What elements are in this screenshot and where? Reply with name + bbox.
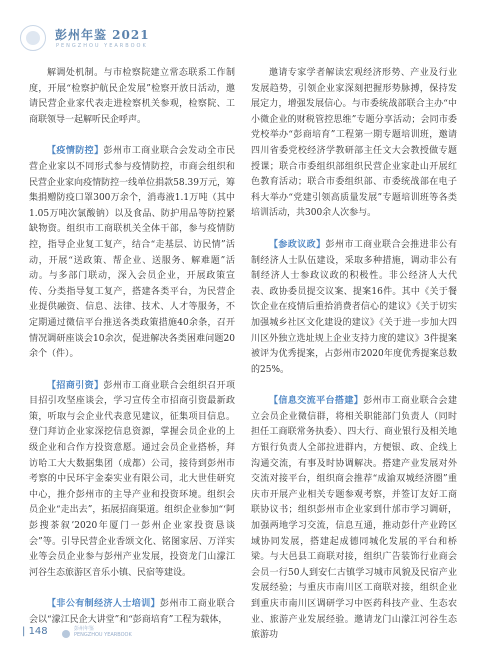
section-tag: 【参政议政】 — [269, 239, 326, 250]
page-number: | 148 — [22, 626, 48, 637]
yearbook-logo-icon — [20, 25, 46, 51]
paragraph: 邀请专家学者解读宏观经济形势、产业及行业发展趋势，引领企业家深刻把握形势脉搏，保持发展定力，增强发展信心。与市委统战部联合主办“中小微企业的财税管控思维”专题分享活动；会同市委党校举办“彭商培育”工程第一期专题培训班，邀请四川省委党校经济学教研部主任文大会教授做专题授课；联合市委组织部组织民营企业家赴山开展红色教育活动；联合市委组织部、市委统战部在电子科大举办“党建引领高质量发展”专题培训班等各类培训活动，共300余人次参与。 — [251, 68, 457, 219]
header-title: 彭州年鉴 2021 — [55, 28, 150, 42]
paragraph-platform: 【信息交流平台搭建】彭州市工商业联合会建立会员企业微信群，将相关职能部门负责人（同时担任工商联常务执委）、四大行、商业银行及相关地方银行负责人全部拉进群内，方便银、政、企线上沟通交流，有事及时协调解决。搭建产业发展对外交流对接平台，组织商会推荐“成渝双城经济圈”重庆市开展产业相关专题参观考察，并签订友好工商联协议书；组织彭州市企业家到什邡市学习调研，加强两地学习交流，信息互通，推动彭什产业跨区域协同发展，搭建起成德同城化发展的平台和桥梁。与大邑县工商联对接，组织广告装饰行业商会会员一行50人到安仁古镇学习城市风貌及民宿产业发展经验；与重庆市南川区工商联对接，组织企业到重庆市南川区调研学习中医药科技产业、生态农业、旅游产业发展经验。邀请龙门山濛江河谷生态旅游功 — [251, 396, 457, 641]
paragraph: 解调处机制。与市检察院建立常态联系工作制度，开展“检察护航民企发展”检察开放日活动，邀请民营企业家代表走进检察机关参观，检察院、工商联领导一起解听民企呼声。 — [29, 68, 235, 125]
footer-title: 彭州年鉴 PENGZHOU YEARBOOK — [74, 626, 132, 638]
header-subtitle: PENGZHOU YEARBOOK — [56, 43, 148, 49]
paragraph-training: 【非公有制经济人士培训】彭州市工商业联合会以“濛江民企大讲堂”和“彭商培育”工程为载体， — [29, 599, 235, 625]
section-tag: 【招商引资】 — [47, 380, 104, 391]
footer-logo-icon — [62, 630, 70, 638]
section-tag: 【信息交流平台搭建】 — [269, 396, 364, 407]
left-column — [29, 66, 235, 629]
section-tag: 【非公有制经济人士培训】 — [47, 599, 161, 610]
page-header — [0, 0, 480, 60]
paragraph-epidemic: 【疫情防控】彭州市工商业联合会发动全市民营企业家以不同形式参与疫情防控，市商会组织和民营企业家向疫情防控一线单位捐款58.39万元，筹集捐赠防疫口罩300万余个，消毒液1.1万吨（其中1.05万吨次氯酸钠）以及食品、防护用品等防控紧缺物资。组织市工商联机关全体干部，参与疫情防控，指导企业复工复产，结合“走基层、访民情”活动，开展“送政策、帮企业、送服务、解难题”活动。与多部门联动，深入会员企业，开展政策宣传、分类指导复工复产，搭建各类平台，为民营企业提供融资、信息、法律、技术、人才等服务，不定期通过微信平台推送各类政策措施40余条，召开情况调研座谈会10余次，促进解决各类困难问题20余个（件）。 — [29, 146, 235, 360]
paragraph-politics: 【参政议政】彭州市工商业联合会推进非公有制经济人士队伍建设，采取多种措施，调动非公有制经济人士参政议政的积极性。非公经济人大代表、政协委员提交议案、提案16件。其中《关于餐饮企业在疫情后重拾消费者信心的建议》《关于切实加强城乡社区文化建设的建议》《关于进一步加大四川区外独立选址规上企业支持力度的建议》3件提案被评为优秀提案，占彭州市2020年度优秀提案总数的25%。 — [251, 239, 457, 375]
right-column — [251, 66, 457, 644]
paragraph-investment: 【招商引资】彭州市工商业联合会组织召开项目招引攻坚座谈会，学习宣传全市招商引资最新政策，听取与会企业代表意见建议，征集项目信息。登门拜访企业家深挖信息资源，掌握会员企业的上级企业和合作方投资意愿。通过会员企业搭桥，拜访哈工大大数据集团（成都）公司，接待到彭州市考察的中民环宇金泰实业有限公司，北大世佳研究中心，推介彭州市的主导产业和投资环境。组织会员企业“走出去”，拓展招商渠道。组织企业参加“‘阿彭搜茶叙’2020年厦门一彭州企业家投资恳谈会”等。引导民营企业香颂文化、铭图家居、万洋实业等会员企业参与彭州产业发展，投资龙门山濛江河谷生态旅游区音乐小镇、民宿等建设。 — [29, 380, 235, 578]
section-tag: 【疫情防控】 — [47, 146, 104, 157]
